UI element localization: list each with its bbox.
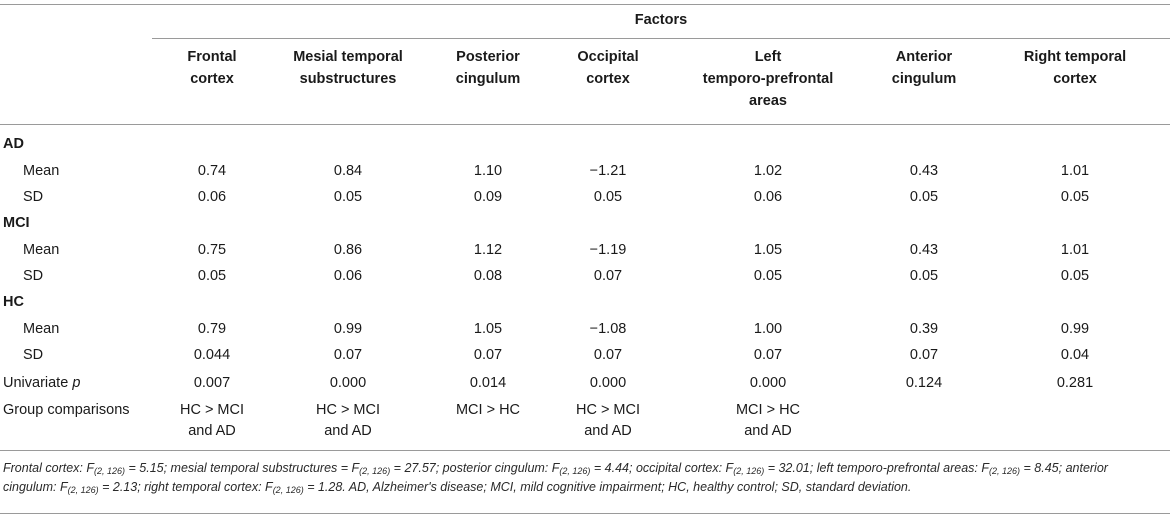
table-cell: 0.84 — [333, 163, 363, 179]
table-cell: 0.07 — [593, 268, 623, 284]
table-cell: 0.07 — [333, 347, 363, 363]
row-label: Mean — [23, 242, 60, 258]
footnote-text: = 32.01; left temporo-prefrontal areas: F — [764, 461, 990, 475]
table-cell: 0.05 — [909, 268, 939, 284]
row-label: SD — [23, 268, 44, 284]
row-label: SD — [23, 347, 44, 363]
table-cell: 1.01 — [1060, 242, 1090, 258]
table-cell: 0.04 — [1060, 347, 1090, 363]
group-label: MCI — [3, 215, 30, 231]
univariate-value: 0.000 — [589, 375, 627, 391]
table-cell: 1.01 — [1060, 163, 1090, 179]
row-label: SD — [23, 189, 44, 205]
table-cell: 0.07 — [753, 347, 783, 363]
univariate-value: 0.124 — [905, 375, 943, 391]
footnote-subscript: (2, 126) — [733, 466, 765, 476]
footnote-text: = 27.57; posterior cingulum: F — [390, 461, 560, 475]
column-header-line: Right temporal — [1023, 49, 1127, 65]
univariate-value: 0.007 — [193, 375, 231, 391]
footnote-subscript: (2, 126) — [359, 466, 391, 476]
table-cell: 0.07 — [593, 347, 623, 363]
group-comparison-value: and AD — [324, 423, 372, 439]
column-header-line: cingulum — [891, 71, 957, 87]
univariate-label — [3, 373, 80, 394]
table-cell: 0.86 — [333, 242, 363, 258]
group-comparison-value: and AD — [188, 423, 236, 439]
footnote-text: = 2.13; right temporal cortex: F — [98, 480, 273, 494]
table-cell: 1.05 — [753, 242, 783, 258]
column-header-line: Mesial temporal — [293, 49, 403, 65]
table-cell: 0.99 — [333, 321, 363, 337]
table-cell: 0.05 — [1060, 268, 1090, 284]
table-cell: 0.75 — [197, 242, 227, 258]
table-footnote — [3, 459, 1163, 497]
footnote-text: = 5.15; mesial temporal substructures = F — [125, 461, 360, 475]
table-cell: 1.12 — [473, 242, 503, 258]
header-bottom-rule — [0, 124, 1170, 125]
row-label: Mean — [23, 321, 60, 337]
table-cell: 0.39 — [909, 321, 939, 337]
group-label: HC — [3, 294, 24, 310]
table-cell: 1.05 — [473, 321, 503, 337]
factors-header: Factors — [634, 12, 688, 28]
univariate-value: 0.000 — [329, 375, 367, 391]
table-cell: 0.05 — [753, 268, 783, 284]
table-cell: 0.05 — [197, 268, 227, 284]
table-cell: 0.99 — [1060, 321, 1090, 337]
table-cell: 0.06 — [197, 189, 227, 205]
table-cell: 0.74 — [197, 163, 227, 179]
table-cell: 1.02 — [753, 163, 783, 179]
column-header-line: cortex — [586, 71, 630, 87]
column-header-line: areas — [749, 93, 787, 109]
table-cell: 0.06 — [333, 268, 363, 284]
table-cell: 0.05 — [909, 189, 939, 205]
table-cell: −1.08 — [589, 321, 627, 337]
table-cell: 0.43 — [909, 242, 939, 258]
table-bottom-rule — [0, 450, 1170, 451]
footnote-subscript: (2, 126) — [94, 466, 126, 476]
column-header-line: cortex — [1053, 71, 1097, 87]
column-header-line: Anterior — [895, 49, 953, 65]
table-cell: 0.06 — [753, 189, 783, 205]
column-header-line: temporo-prefrontal — [702, 71, 834, 87]
group-comparison-value: and AD — [744, 423, 792, 439]
column-header-line: cortex — [190, 71, 234, 87]
table-cell: 0.79 — [197, 321, 227, 337]
univariate-value: 0.014 — [469, 375, 507, 391]
column-header-line: Frontal — [187, 49, 237, 65]
top-rule — [0, 4, 1170, 5]
column-header-line: Occipital — [577, 49, 639, 65]
group-comparison-value: HC > MCI — [315, 402, 381, 418]
group-comparisons-label: Group comparisons — [3, 402, 130, 418]
column-header-line: substructures — [299, 71, 397, 87]
table-cell: 1.10 — [473, 163, 503, 179]
footnote-subscript: (2, 126) — [67, 485, 99, 495]
footnote-text: = 8.45; anterior cingulum: F — [3, 461, 1108, 494]
group-comparison-value: and AD — [584, 423, 632, 439]
table-cell: 0.05 — [593, 189, 623, 205]
column-header-line: cingulum — [455, 71, 521, 87]
table-cell: 0.05 — [1060, 189, 1090, 205]
footnote-subscript: (2, 126) — [989, 466, 1021, 476]
table-cell: 0.43 — [909, 163, 939, 179]
table-cell: −1.19 — [589, 242, 627, 258]
factors-underline — [152, 38, 1170, 39]
footnote-text: = 1.28. AD, Alzheimer's disease; MCI, mild cognitive impairment; HC, healthy control; SD, standard deviation. — [303, 480, 912, 494]
footnote-text: = 4.44; occipital cortex: F — [590, 461, 734, 475]
footnote-subscript: (2, 126) — [272, 485, 304, 495]
column-header-line: Left — [754, 49, 782, 65]
table-cell: 1.00 — [753, 321, 783, 337]
table-cell: 0.07 — [909, 347, 939, 363]
group-comparison-value: MCI > HC — [455, 402, 521, 418]
group-comparison-value: MCI > HC — [735, 402, 801, 418]
table-cell: 0.05 — [333, 189, 363, 205]
table-cell: 0.08 — [473, 268, 503, 284]
table-cell: 0.09 — [473, 189, 503, 205]
univariate-value: 0.000 — [749, 375, 787, 391]
group-comparison-value: HC > MCI — [575, 402, 641, 418]
table-cell: 0.07 — [473, 347, 503, 363]
column-header-line: Posterior — [456, 49, 520, 65]
table-cell: −1.21 — [589, 163, 627, 179]
footnote-bottom-rule — [0, 513, 1170, 514]
table-cell: 0.044 — [193, 347, 231, 363]
univariate-label-p: p — [72, 375, 81, 391]
univariate-label-text: Univariate — [3, 375, 73, 391]
footnote-text: Frontal cortex: F — [3, 461, 94, 475]
row-label: Mean — [23, 163, 60, 179]
group-comparison-value: HC > MCI — [179, 402, 245, 418]
univariate-value: 0.281 — [1056, 375, 1094, 391]
footnote-subscript: (2, 126) — [559, 466, 591, 476]
group-label: AD — [3, 136, 24, 152]
